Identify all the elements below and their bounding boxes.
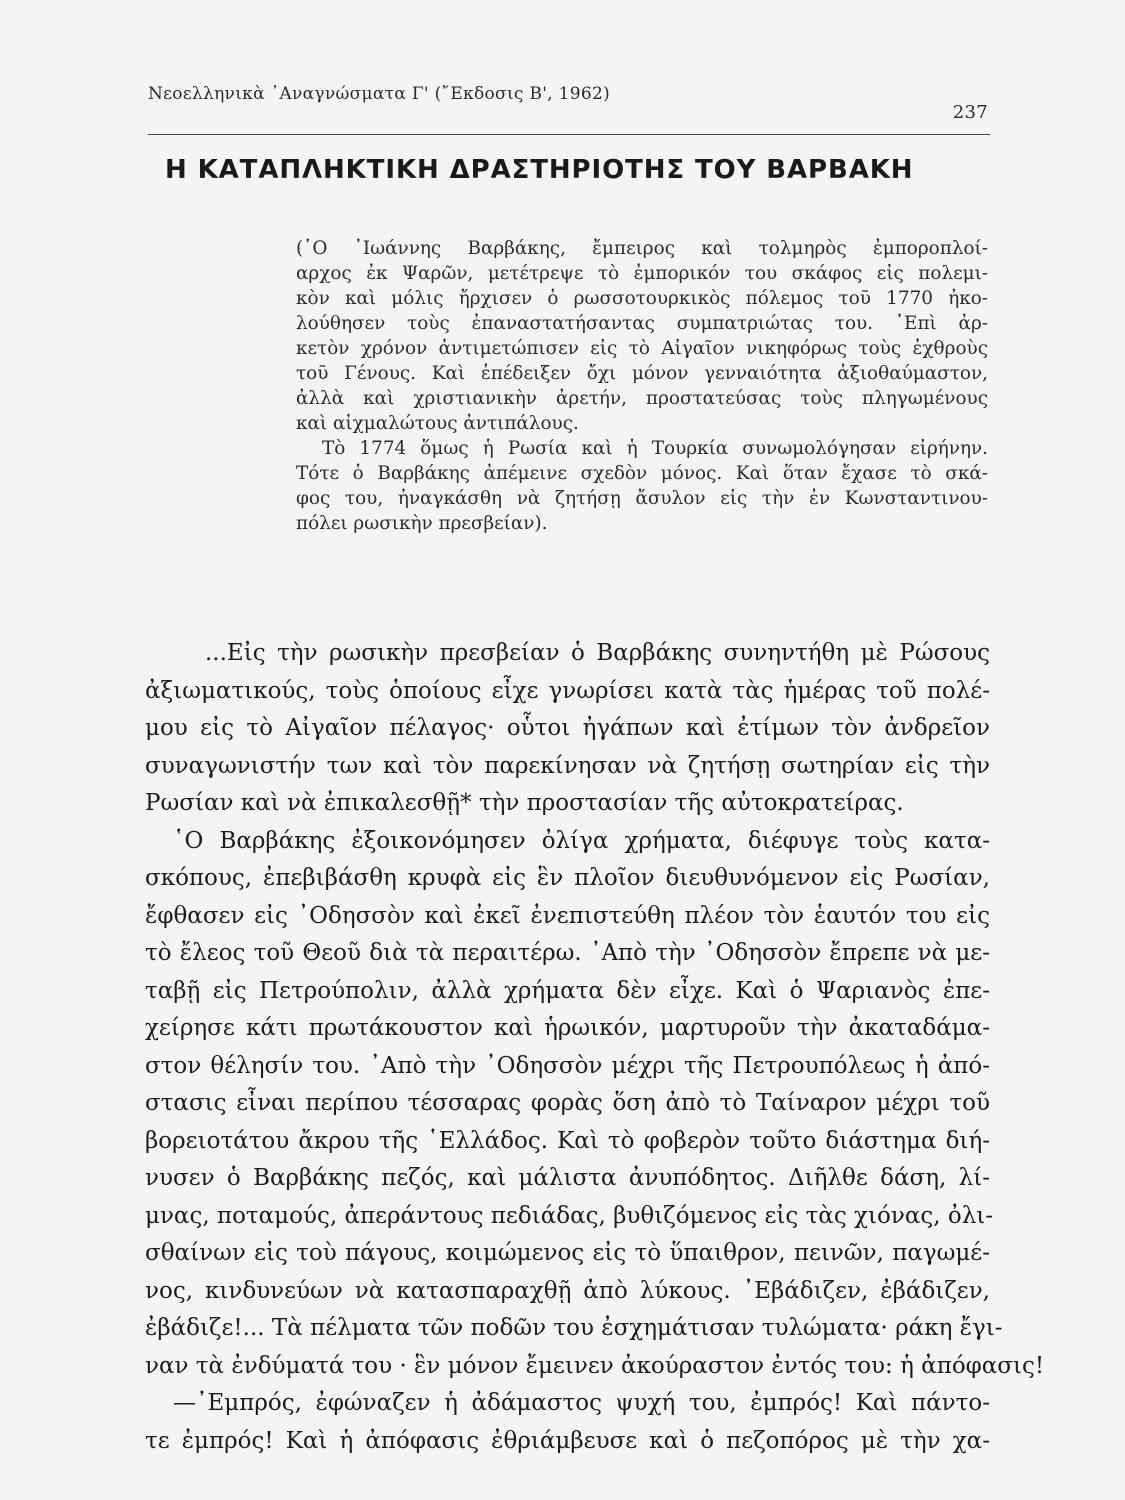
page-number: 237 xyxy=(952,102,988,123)
body-paragraph-1-cont xyxy=(145,673,990,823)
text-line: κετὸν χρόνον ἀντιμετώπισεν εἰς τὸ Αἰγαῖον νικηφόρως τοὺς ἐχθροὺς xyxy=(296,338,988,359)
intro-summary xyxy=(296,236,988,536)
main-text xyxy=(145,635,1045,1460)
text-line: συναγωνιστήν των καὶ τὸν παρεκίνησαν νὰ ζητήσῃ σωτηρίαν εἰς τὴν xyxy=(145,752,990,779)
text-line: νυσεν ὁ Βαρβάκης πεζός, καὶ μάλιστα ἀνυπόδητος. Διῆλθε δάση, λί- xyxy=(145,1165,990,1191)
text-line: Τότε ὁ Βαρβάκης ἀπέμεινε σχεδὸν μόνος. Καὶ ὅταν ἔχασε τὸ σκά- xyxy=(296,463,988,484)
text-line: ἐβάδιζε!... Τὰ πέλματα τῶν ποδῶν του ἐσχημάτισαν τυλώματα· ράκη ἔγι- xyxy=(145,1315,1003,1341)
text-line: ἔφθασεν εἰς ᾿Οδησσὸν καὶ ἐκεῖ ἐνεπιστεύθη πλέον τὸν ἑαυτόν του εἰς xyxy=(145,902,990,929)
text-line: φος του, ἠναγκάσθη νὰ ζητήσῃ ἄσυλον εἰς τὴν ἐν Κωνσταντινου- xyxy=(296,488,988,509)
body-paragraph-3 xyxy=(145,1385,990,1460)
text-line: στον θέλησίν του. ᾿Απὸ τὴν ᾿Οδησσὸν μέχρι τῆς Πετρουπόλεως ἡ ἀπό- xyxy=(145,1052,990,1079)
body-paragraph-1 xyxy=(145,635,990,673)
text-line: τὸ ἔλεος τοῦ Θεοῦ διὰ τὰ περαιτέρω. ᾿Απὸ τὴν ᾿Οδησσὸν ἔπρεπε νὰ με- xyxy=(145,940,990,966)
running-header xyxy=(148,84,990,123)
chapter-title: Η ΚΑΤΑΠΛΗΚΤΙΚΗ ΔΡΑΣΤΗΡΙΟΤΗΣ ΤΟΥ ΒΑΡΒΑΚΗ xyxy=(165,155,914,185)
running-title: Νεοελληνικὰ ᾿Αναγνώσματα Γ' (῎Εκδοσις Β', 1962) xyxy=(148,84,611,104)
text-line: κὸν καὶ μόλις ἤρχισεν ὁ ρωσσοτουρκικὸς πόλεμος τοῦ 1770 ἠκο- xyxy=(296,288,988,309)
text-line: μνας, ποταμούς, ἀπεράντους πεδιάδας, βυθιζόμενος εἰς τὰς χιόνας, ὀλι- xyxy=(145,1202,994,1229)
text-line: νος, κινδυνεύων νὰ κατασπαραχθῇ ἀπὸ λύκους. ᾿Εβάδιζεν, ἐβάδιζεν, xyxy=(145,1277,990,1304)
text-line: σκόπους, ἐπεβιβάσθη κρυφὰ εἰς ἓν πλοῖον διευθυνόμενον εἰς Ρωσίαν, xyxy=(145,865,990,891)
text-line: ναν τὰ ἐνδύματά του · ἓν μόνον ἔμεινεν ἀκούραστον ἐντός του: ἡ ἀπόφασις! xyxy=(145,1352,1045,1379)
text-line: τοῦ Γένους. Καὶ ἐπέδειξεν ὄχι μόνον γενναιότητα ἀξιοθαύμαστον, xyxy=(296,363,988,384)
text-line: Ρωσίαν καὶ νὰ ἐπικαλεσθῇ* τὴν προστασίαν τῆς αὐτοκρατείρας. xyxy=(145,790,904,816)
intro-paragraph-1 xyxy=(296,236,988,436)
text-line: σθαίνων εἰς τοὺ πάγους, κοιμώμενος εἰς τὸ ὕπαιθρον, πεινῶν, παγωμέ- xyxy=(145,1240,990,1266)
text-line: χείρησε κάτι πρωτάκουστον καὶ ἡρωικόν, μαρτυροῦν τὴν ἀκαταδάμα- xyxy=(145,1015,990,1041)
body-paragraph-2 xyxy=(145,823,1045,1386)
header-rule xyxy=(148,134,990,135)
text-line: ἀλλὰ καὶ χριστιανικὴν ἀρετήν, προστατεύσας τοὺς πληγωμένους xyxy=(296,388,988,409)
text-line: τε ἐμπρός! Καὶ ἡ ἀπόφασις ἐθριάμβευσε καὶ ὁ πεζοπόρος μὲ τὴν χα- xyxy=(145,1427,990,1454)
text-line: ῾Ο Βαρβάκης ἐξοικονόμησεν ὀλίγα χρήματα, διέφυγε τοὺς κατα- xyxy=(173,827,990,854)
text-line: —᾿Εμπρός, ἐφώναζεν ἡ ἀδάμαστος ψυχή του, ἐμπρός! Καὶ πάντο- xyxy=(173,1390,990,1416)
text-line: λούθησεν τοὺς ἐπαναστατήσαντας συμπατριώτας του. ᾿Επὶ ἀρ- xyxy=(296,313,988,334)
text-line: μου εἰς τὸ Αἰγαῖον πέλαγος· οὗτοι ἠγάπων καὶ ἐτίμων τὸν ἀνδρεῖον xyxy=(145,715,990,741)
text-line: ταβῇ εἰς Πετρούπολιν, ἀλλὰ χρήματα δὲν εἶχε. Καὶ ὁ Ψαριανὸς ἐπε- xyxy=(145,977,990,1004)
text-line: ἀξιωματικούς, τοὺς ὁποίους εἶχε γνωρίσει κατὰ τὰς ἡμέρας τοῦ πολέ- xyxy=(145,677,990,704)
text-line: βορειοτάτου ἄκρου τῆς ῾Ελλάδος. Καὶ τὸ φοβερὸν τοῦτο διάστημα διή- xyxy=(145,1127,990,1154)
intro-paragraph-2 xyxy=(296,436,988,536)
text-line: (῾Ο ᾿Ιωάννης Βαρβάκης, ἔμπειρος καὶ τολμηρὸς ἐμποροπλοί- xyxy=(296,238,988,259)
text-line: Τὸ 1774 ὅμως ἡ Ρωσία καὶ ἡ Τουρκία συνωμολόγησαν εἰρήνην. xyxy=(322,438,988,459)
text-line: ...Εἰς τὴν ρωσικὴν πρεσβείαν ὁ Βαρβάκης συνηντήθη μὲ Ρώσους xyxy=(205,640,990,666)
text-line: αρχος ἐκ Ψαρῶν, μετέτρεψε τὸ ἐμπορικόν του σκάφος εἰς πολεμι- xyxy=(296,263,988,284)
text-line: πόλει ρωσικὴν πρεσβείαν). xyxy=(296,513,548,534)
text-line: καὶ αἰχμαλώτους ἀντιπάλους. xyxy=(296,413,579,434)
text-line: στασις εἶναι περίπου τέσσαρας φορὰς ὅση ἀπὸ τὸ Ταίναρον μέχρι τοῦ xyxy=(145,1090,990,1116)
